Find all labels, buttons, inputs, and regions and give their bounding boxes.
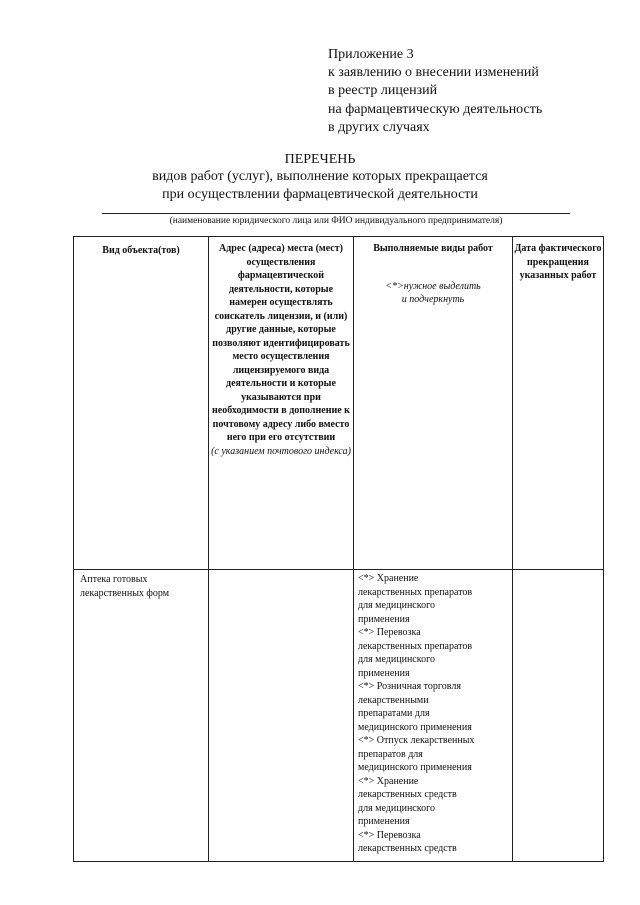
work-line: лекарственных препаратов	[358, 586, 473, 598]
header-works	[354, 237, 513, 570]
header-address-text: Адрес (адреса) места (мест) осуществления фармацевтической деятельности, которые намерен осуществлять соискатель лицензии, и (или) другие данные, которые позволяют идентифицировать место осуществления лицензируемого вида деятельности и которые указываются при необходимости в дополнение к почтовому адресу либо вместо него при его отсутствии	[212, 243, 350, 443]
work-line: медицинского применения	[358, 721, 472, 733]
appendix-line: к заявлению о внесении изменений	[328, 65, 539, 81]
work-line: применения	[358, 613, 410, 625]
header-works-text: Выполняемые виды работ	[373, 243, 493, 254]
work-line: лекарственных средств	[358, 789, 457, 800]
appendix-block	[328, 46, 542, 137]
header-termination-date: Дата фактического прекращения указанных работ	[513, 237, 604, 570]
work-line: для медицинского	[358, 802, 435, 814]
work-line: для медицинского	[358, 600, 435, 611]
header-object-type: Вид объекта(тов)	[74, 237, 209, 570]
work-line: препаратами для	[358, 708, 430, 719]
header-works-note-1: <*>нужное выделить	[385, 280, 481, 292]
table-row	[74, 570, 604, 862]
work-line: применения	[358, 816, 410, 827]
appendix-line: Приложение 3	[328, 47, 414, 62]
document-title: ПЕРЕЧЕНЬ	[284, 152, 356, 167]
appendix-line: на фармацевтическую деятельность	[328, 101, 543, 117]
name-fill-line	[102, 213, 570, 214]
work-line: <*> Отпуск лекарственных	[358, 735, 475, 746]
termination-date-cell[interactable]	[513, 570, 604, 862]
work-line: лекарственных средств	[358, 843, 457, 854]
appendix-line: в реестр лицензий	[328, 83, 438, 99]
object-type-line: Аптека готовых	[80, 574, 148, 585]
header-address-note: (с указанием почтового индекса)	[211, 445, 351, 457]
work-line: <*> Перевозка	[358, 627, 421, 638]
work-line: лекарственных препаратов	[358, 640, 473, 652]
appendix-line: в других случаях	[328, 119, 430, 135]
work-line: препаратов для	[358, 748, 423, 760]
work-line: <*> Хранение	[358, 775, 419, 787]
work-line: для медицинского	[358, 654, 435, 665]
name-caption: (наименование юридического лица или ФИО индивидуального предпринимателя)	[169, 216, 503, 226]
object-type-line: лекарственных форм	[80, 587, 170, 599]
work-line: <*> Хранение	[358, 573, 419, 584]
work-line: <*> Перевозка	[358, 829, 421, 841]
work-line: <*> Розничная торговля	[358, 681, 461, 692]
works-table	[73, 236, 604, 862]
work-line: медицинского применения	[358, 762, 472, 773]
object-type-cell	[74, 570, 209, 862]
address-cell[interactable]	[209, 570, 354, 862]
works-cell	[354, 570, 513, 862]
header-address	[209, 237, 354, 570]
table-header-row	[74, 237, 604, 570]
document-subtitle-line2: при осуществлении фармацевтической деятельности	[162, 187, 478, 202]
header-works-note-2: и подчеркнуть	[401, 294, 465, 305]
work-line: применения	[358, 667, 410, 679]
work-line: лекарственными	[358, 694, 429, 706]
document-subtitle-line1: видов работ (услуг), выполнение которых прекращается	[152, 169, 488, 184]
